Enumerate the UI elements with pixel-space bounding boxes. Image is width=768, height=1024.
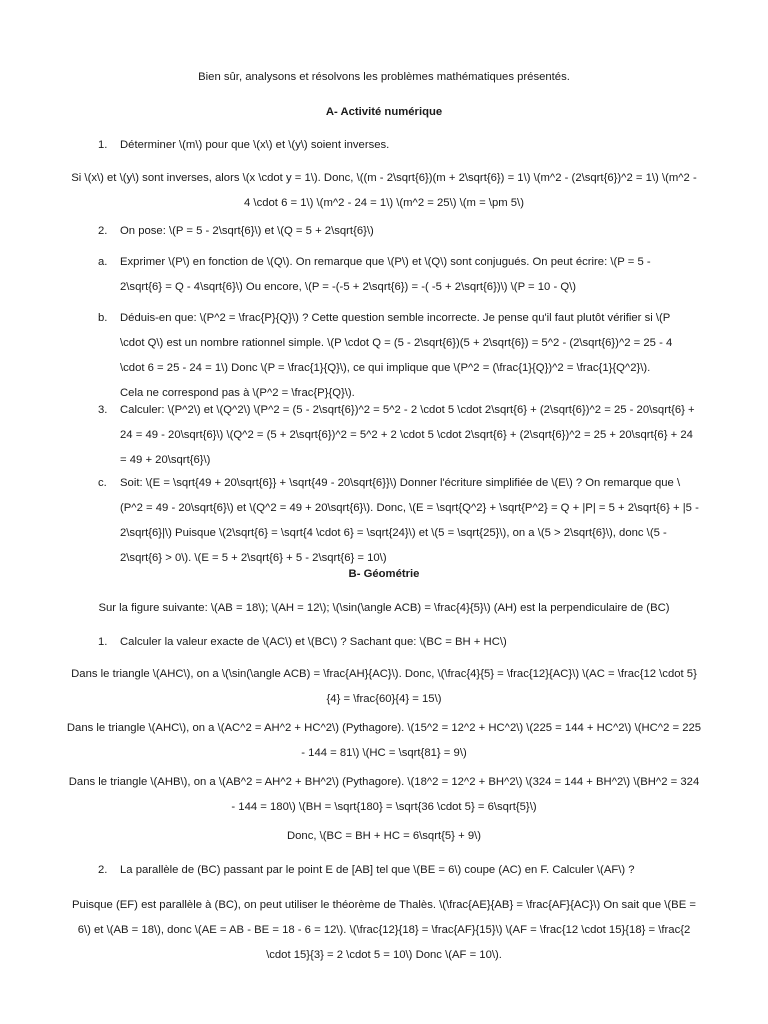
answer-b1-bh: Dans le triangle \(AHB\), on a \(AB^2 = AH^2 + BH^2\) (Pythagore). \(18^2 = 12^2 + BH^2\) \(324 = 144 + BH^2\) \(BH^2 = 324 - 144 = 180\) \(BH = \sqrt{180} = \sqrt{36 \cdot 5} = 6\sqrt{5}\) bbox=[68, 776, 700, 813]
question-text: Soit: \(E = \sqrt{49 + 20\sqrt{6}} + \sqrt{49 - 20\sqrt{6}}\) Donner l'écriture simplifiée de \(E\) ? On remarque que \(P^2 = 49 - 20\sqrt{6}\) et \(Q^2 = 49 + 20\sqrt{6}\). Donc, \(E = \sqrt{Q^2} + \sqrt{P^2} = Q + |P| = 5 + 2\sqrt{6} + |5 - 2\sqrt{6}|\) Puisque \(2\sqrt{6} = \sqrt{4 \cdot 6} = \sqrt{24}\) et \(5 = \sqrt{25}\), on a \(5 > 2\sqrt{6}\), donc \(5 - 2\sqrt{6} > 0\). \(E = 5 + 2\sqrt{6} + 5 - 2\sqrt{6} = 10\) bbox=[120, 477, 699, 564]
answer-b1-hc: Dans le triangle \(AHC\), on a \(AC^2 = AH^2 + HC^2\) (Pythagore). \(15^2 = 12^2 + HC^2\) \(225 = 144 + HC^2\) \(HC^2 = 225 - 144 = 81\) \(HC = \sqrt{81} = 9\) bbox=[66, 722, 702, 759]
question-b1 bbox=[98, 630, 698, 655]
list-number: 3. bbox=[98, 404, 108, 416]
list-number: a. bbox=[98, 256, 108, 268]
intro-text: Bien sûr, analysons et résolvons les problèmes mathématiques présentés. bbox=[198, 71, 570, 83]
answer-b1-ac: Dans le triangle \(AHC\), on a \(\sin(\angle ACB) = \frac{AH}{AC}\). Donc, \(\frac{4}{5} = \frac{12}{AC}\) \(AC = \frac{12 \cdot 5}{4} = \frac{60}{4} = 15\) bbox=[71, 668, 697, 705]
question-text: Déduis-en que: \(P^2 = \frac{P}{Q}\) ? Cette question semble incorrecte. Je pense qu'il faut plutôt vérifier si \(P \cdot Q\) est un nombre rationnel simple. \(P \cdot Q = (5 - 2\sqrt{6})(5 + 2\sqrt{6}) = 5^2 - (2\sqrt{6})^2 = 25 - 4 \cdot 6 = 25 - 24 = 1\) Donc \(P = \frac{1}{Q}\), ce qui implique que \(P^2 = (\frac{1}{Q})^2 = \frac{1}{Q^2}\). Cela ne correspond pas à \(P^2 = \frac{P}{Q}\). bbox=[120, 312, 673, 399]
answer-b1-bc: Donc, \(BC = BH + HC = 6\sqrt{5} + 9\) bbox=[286, 830, 482, 842]
question-text: Déterminer \(m\) pour que \(x\) et \(y\) soient inverses. bbox=[120, 139, 390, 151]
section-a-title: A- Activité numérique bbox=[325, 106, 443, 118]
question-a1 bbox=[98, 133, 698, 158]
question-a-part-a bbox=[98, 250, 668, 300]
question-a3 bbox=[98, 398, 702, 473]
question-text: Exprimer \(P\) en fonction de \(Q\). On remarque que \(P\) et \(Q\) sont conjugués. On peut écrire: \(P = 5 - 2\sqrt{6} = Q - 4\sqrt{6}\) Ou encore, \(P = -(-5 + 2\sqrt{6}) = -( -5 + 2\sqrt{6})\) \(P = 10 - Q\) bbox=[120, 256, 651, 293]
question-b2 bbox=[98, 858, 708, 883]
list-number: 1. bbox=[98, 139, 108, 151]
list-number: c. bbox=[98, 477, 107, 489]
list-number: b. bbox=[98, 312, 108, 324]
question-text: On pose: \(P = 5 - 2\sqrt{6}\) et \(Q = 5 + 2\sqrt{6}\) bbox=[120, 225, 374, 237]
section-b-title: B- Géométrie bbox=[348, 568, 420, 580]
list-number: 1. bbox=[98, 636, 108, 648]
section-b-intro: Sur la figure suivante: \(AB = 18\); \(AH = 12\); \(\sin(\angle ACB) = \frac{4}{5}\) (AH) est la perpendiculaire de (BC) bbox=[98, 602, 670, 614]
answer-b2: Puisque (EF) est parallèle à (BC), on peut utiliser le théorème de Thalès. \(\frac{AE}{AB} = \frac{AF}{AC}\) On sait que \(BE = 6\) et \(AB = 18\), donc \(AE = AB - BE = 18 - 6 = 12\). \(\frac{12}{18} = \frac{AF}{15}\) \(AF = \frac{12 \cdot 15}{18} = \frac{2 \cdot 15}{3} = 2 \cdot 5 = 10\) Donc \(AF = 10\). bbox=[72, 899, 696, 961]
question-a2 bbox=[98, 219, 698, 244]
list-number: 2. bbox=[98, 225, 108, 237]
list-number: 2. bbox=[98, 864, 108, 876]
question-text: La parallèle de (BC) passant par le point E de [AB] tel que \(BE = 6\) coupe (AC) en F. Calculer \(AF\) ? bbox=[120, 864, 635, 876]
question-text: Calculer la valeur exacte de \(AC\) et \(BC\) ? Sachant que: \(BC = BH + HC\) bbox=[120, 636, 507, 648]
answer-a1: Si \(x\) et \(y\) sont inverses, alors \(x \cdot y = 1\). Donc, \((m - 2\sqrt{6})(m + 2\sqrt{6}) = 1\) \(m^2 - (2\sqrt{6})^2 = 1\) \(m^2 - 4 \cdot 6 = 1\) \(m^2 - 24 = 1\) \(m^2 = 25\) \(m = \pm 5\) bbox=[71, 172, 697, 209]
question-a-part-c bbox=[98, 471, 702, 571]
question-a-part-b bbox=[98, 306, 676, 406]
question-text: Calculer: \(P^2\) et \(Q^2\) \(P^2 = (5 - 2\sqrt{6})^2 = 5^2 - 2 \cdot 5 \cdot 2\sqrt{6} + (2\sqrt{6})^2 = 25 - 20\sqrt{6} + 24 = 49 - 20\sqrt{6}\) \(Q^2 = (5 + 2\sqrt{6})^2 = 5^2 + 2 \cdot 5 \cdot 2\sqrt{6} + (2\sqrt{6})^2 = 25 + 20\sqrt{6} + 24 = 49 + 20\sqrt{6}\) bbox=[120, 404, 695, 466]
